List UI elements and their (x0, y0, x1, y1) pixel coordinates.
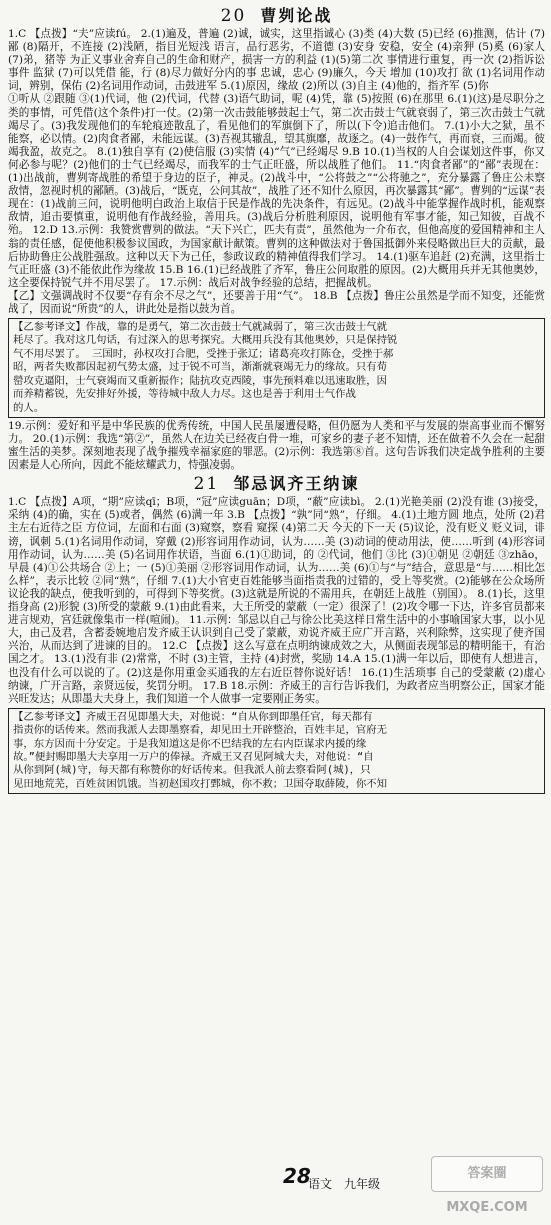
translation-line: 的人。 (13, 401, 45, 414)
answer-paragraph: 1.C 【点拨】“夫”应读fú。 2.(1)遍及，普遍 (2)诚，诚实，这里指诚心 (3)类 (4)大数 (5)已经 (6)推测，估计 (7)鄙 (8)隔开，不连接 (2)浅陋，指目光短浅 语言，品行恶劣，不道德 (3)安身 安稳，安全 (4)亲狎 (5)奚 (6)家人 (7)弟，猪等 为正义事业舍弃自己的生命和财产，损害一方的利益 (1)(5)第二次 事情进行重复，再一次 (2)指诉讼事件 监狱 (7)可以凭借 能，行 (8)尽力做好分内的事 忠诚，忠心 (9)廉久，今天 增加 (10)攻打 欲 (1)名词用作动词，辨别，保佑 (2)名词用作动词，击鼓进军 5.(1)原因，缘故 (2)所以 (3)自主 (4)他的，指齐军 (5)你 (8, 28, 545, 93)
page-footer (8, 1164, 543, 1215)
translation-line: 故。”便封赐即墨大夫享用一万户的俸禄。齐威王又召见阿城大夫，对他说：“自 (13, 751, 374, 763)
translation-box (8, 708, 545, 794)
section-heading: 邹忌讽齐王纳谏 (233, 474, 360, 494)
translation-line: 昭，两者失败都因起初气势太盛，过于锐不可当，渐渐就衰竭无力的缘故。只有荀 (13, 361, 388, 374)
translation-line: 事，东方因而十分安定。于是我知道这是你不巴结我的左右内臣谋求内援的缘 (13, 737, 367, 750)
translation-box (8, 318, 545, 418)
section-21-title (8, 472, 545, 496)
section-20-title (8, 4, 545, 28)
translation-line: 【乙参考译文】齐威王召见即墨大夫，对他说：“自从你到即墨任官，每天都有 (13, 710, 373, 723)
answer-paragraph: 19.示例：爱好和平是中华民族的优秀传统，中国人民虽屡遭侵略，但仍愿为人类和平与发展的崇高事业而不懈努力。 20.(1)示例：我选“第②”，虽然人在边关已经夜白骨一堆，可家乡的妻子老不知情，还在做着不久会在一起甜蜜生活的美梦。深刻地表现了战争摧残幸福家庭的罪恶。(2)示例：我选第⑧首。这句告诉我们决定战争胜利的主要因素是人心所向，因此不能炫耀武力，恃强凌弱。 (8, 419, 545, 472)
translation-line: 气不用尽罢了。 三国时，孙权攻打合肥，受挫于张辽；诸葛亮攻打陈仓，受挫于郝 (13, 347, 394, 360)
answer-paragraph: ①听从 ②跟随 ③(1)代词，他 (2)代词，代替 (3)语气助词，呢 (4)凭，靠 (5)按照 (6)在那里 6.(1)(这)是尽职分之类的事情，可凭借(这个条件)打一仗。(2)第一次击鼓能够鼓起士气，第二次击鼓士气就衰弱了，第三次击鼓士气就竭尽了。(3)我发现他们的车轮痕迹散乱了，看见他们的军旗倒下了，所以(下令)追击他们。 7.(1)小大之狱，虽不能察，必以情。(2)肉食者鄙，未能远谋。(3)吾视其辙乱，望其旗靡，故逐之。(4)一鼓作气，再而衰，三而竭。彼竭我盈，故克之。 8.(1)独自享有 (2)使信服 (3)实情 (4)“气”已经竭尽 9.B 10.(1)当权的人自会谋划这件事，你又何必参与呢？(2)他们的士气已经竭尽，而我军的士气正旺盛，所以战胜了他们。 11.“肉食者鄙”的“鄙”表现在：(1)出战前，曹刿寄战胜的希望于身边的臣子，神灵。(2)战斗中，“公将鼓之”“公将驰之”，充分暴露了鲁庄公未察敌情，忽视时机的鄙陋。(3)战后，“既克，公问其故”，战胜了还不知什么原因，再次暴露其“鄙”。曹刿的“远谋”表现在：(1)战前三问，说明他明白政治上取信于民是作战的先决条件，有远见。(2)战斗中能掌握作战时机，能观察敌情，追击要慎重，说明他有作战经验，善用兵。(3)战后分析胜利原因，说明他有军事才能，知己知彼，百战不殆。 12.D 13.示例：我赞赏曹刿的做法。“天下兴亡，匹夫有责”，虽然他为一介布衣，但他高度的爱国精神和主人翁的责任感，促使他积极参议国政，为国家献计献策。曹刿的这种做法对于鲁国抵御外来侵略做出巨大的贡献，最后协助鲁庄公战胜强敌。这种以天下为己任，参政议政的精神值得我们学习。 14.(1)驱车追赶 (2)充满，这里指士气正旺盛 (3)不能依此作为缘故 15.B 16.(1)已经战胜了齐军，鲁庄公问取胜的原因。(2)大概用兵并无其他奥妙，这全要保持锐气并不用尽罢了。 17.示例：战后对战争经验的总结，把握战机。 (8, 93, 545, 289)
translation-line: 【乙参考译文】作战，靠的是勇气，第二次击鼓士气就减弱了，第三次击鼓士气就 (13, 321, 388, 334)
translation-line: 而养精蓄锐，先安排好外援，等待城中敌人力尽。这也是善于利用士气作战 (13, 388, 356, 401)
subject-label: 语文 (308, 1177, 333, 1191)
section-heading: 曹刿论战 (260, 6, 333, 25)
translation-line: 从你到阿(城)守，每天都有称赞你的好话传来。但我派人前去察看阿(城)，只 (13, 764, 371, 777)
translation-line: 罃攻克逼阳，士气衰竭而又重新振作；陆抗攻克西陵，事先预料难以迅速取胜，因 (13, 374, 388, 387)
answer-page (8, 4, 545, 1194)
grade-label: 九年级 (344, 1177, 381, 1191)
translation-line: 耗尽了。我对这几句话，有过深入的思考探究。大概用兵没有其他奥妙，只是保持锐 (13, 334, 398, 347)
section-number: 20 (220, 6, 247, 26)
translation-line: 指责你的话传来。然而我派人去即墨察看，却见田土开辟整治，百姓丰足，官府无 (13, 724, 388, 737)
page-number: 28 (283, 1164, 311, 1188)
section-number: 21 (193, 474, 220, 495)
answer-paragraph: 【乙】文强调战时不仅要“存有余不尽之气”，还要善于用“气”。 18.B 【点拨】鲁庄公虽然是学而不知变，还能赏战了，因而说“所贵”的人，讲此处是指以鼓为首。 (8, 289, 545, 315)
watermark-logo: 答案圈 MXQE.COM (431, 1156, 543, 1192)
answer-paragraph: 1.C 【点拨】A项，“期”应读qī；B项，“冠”应读guān；D项，“蔽”应读bì。 2.(1)光艳美丽 (2)没有谁 (3)接受，采纳 (4)的确，实在 (5)或者，偶然 (6)满一年 3.B 【点拨】“孰”同“熟”，仔细。 4.(1)土地方圆 地点，处所 (2)君主左右近待之臣 方位词，左面和右面 (3)窥察，察看 窥探 (4)第二天 今天的下一天 (5)议论，没有贬义 贬义词，诽谤，讽刺 5.(1)名词用作动词，穿戴 (2)形容词用作动词，认为……美 (3)动词的使动用法，使……听到 (4)形容词用作动词，认为……美 (5)名词用作状语，当面 6.(1)①助词，的 ②代词，他们 ③比 (3)①朝见 ②朝廷 ③zhāo，早晨 (4)①公共场合 ②上；一 (5)①美丽 ②形容词用作动词，认为……美 (6)①与“与”结合，意思是“与……相比怎么样”，表示比较 ②同“熟”，仔细 7.(1)大小官吏百姓能够当面指责我的过错的，受上等奖赏。(2)能够在公众场所议论我的缺点，使我听到的，可得到下等奖赏。(3)这就是所说的不需用兵，在朝廷上战胜（别国）。 8.(1)长，这里指身高 (2)形貌 (3)所受的蒙蔽 9.(1)由此看来，大王所受的蒙蔽（一定）很深了！(2)攻令哪一下达，许多官员都来进言规劝，宫廷就像集市一样(喧闹)。 11.示例：邹忌以自己与徐公比美这样日常生活中的小事喻国家大事，以小见大，由己及君，含蓄委婉地启发齐威王认识到自己受了蒙蔽，劝说齐威王应广开言路，兴利除弊，这实现了使齐国兴治，从而达到了进谏的目的。 12.C 【点拨】这么写意在点明纳谏成效之大，从侧面表现邹忌的精明能干，有治国之才。 13.(1)没有非 (2)常常，不时 (3)主管，主持 (4)封赏，奖励 14.A 15.(1)满一年以后，即使有人想进言，也没有什么可以说的了。(2)这是你用重金买通我的左右近臣替你说好话！ 16.(1)生活琐事 自己的受蒙蔽 (2)虚心纳谏，广开言路，亲贤远佞，奖罚分明。 17.B 18.示例：齐威王的言行告诉我们，为政者应当明察公正，国家才能兴旺发达；从即墨大夫身上，我们知道一个人做事一定要刚正务实。 (8, 496, 545, 705)
translation-line: 见田地荒芜，百姓贫困饥饿。当初赵国攻打鄄城，你不救；卫国夺取薛陵，你不知 (13, 777, 388, 790)
